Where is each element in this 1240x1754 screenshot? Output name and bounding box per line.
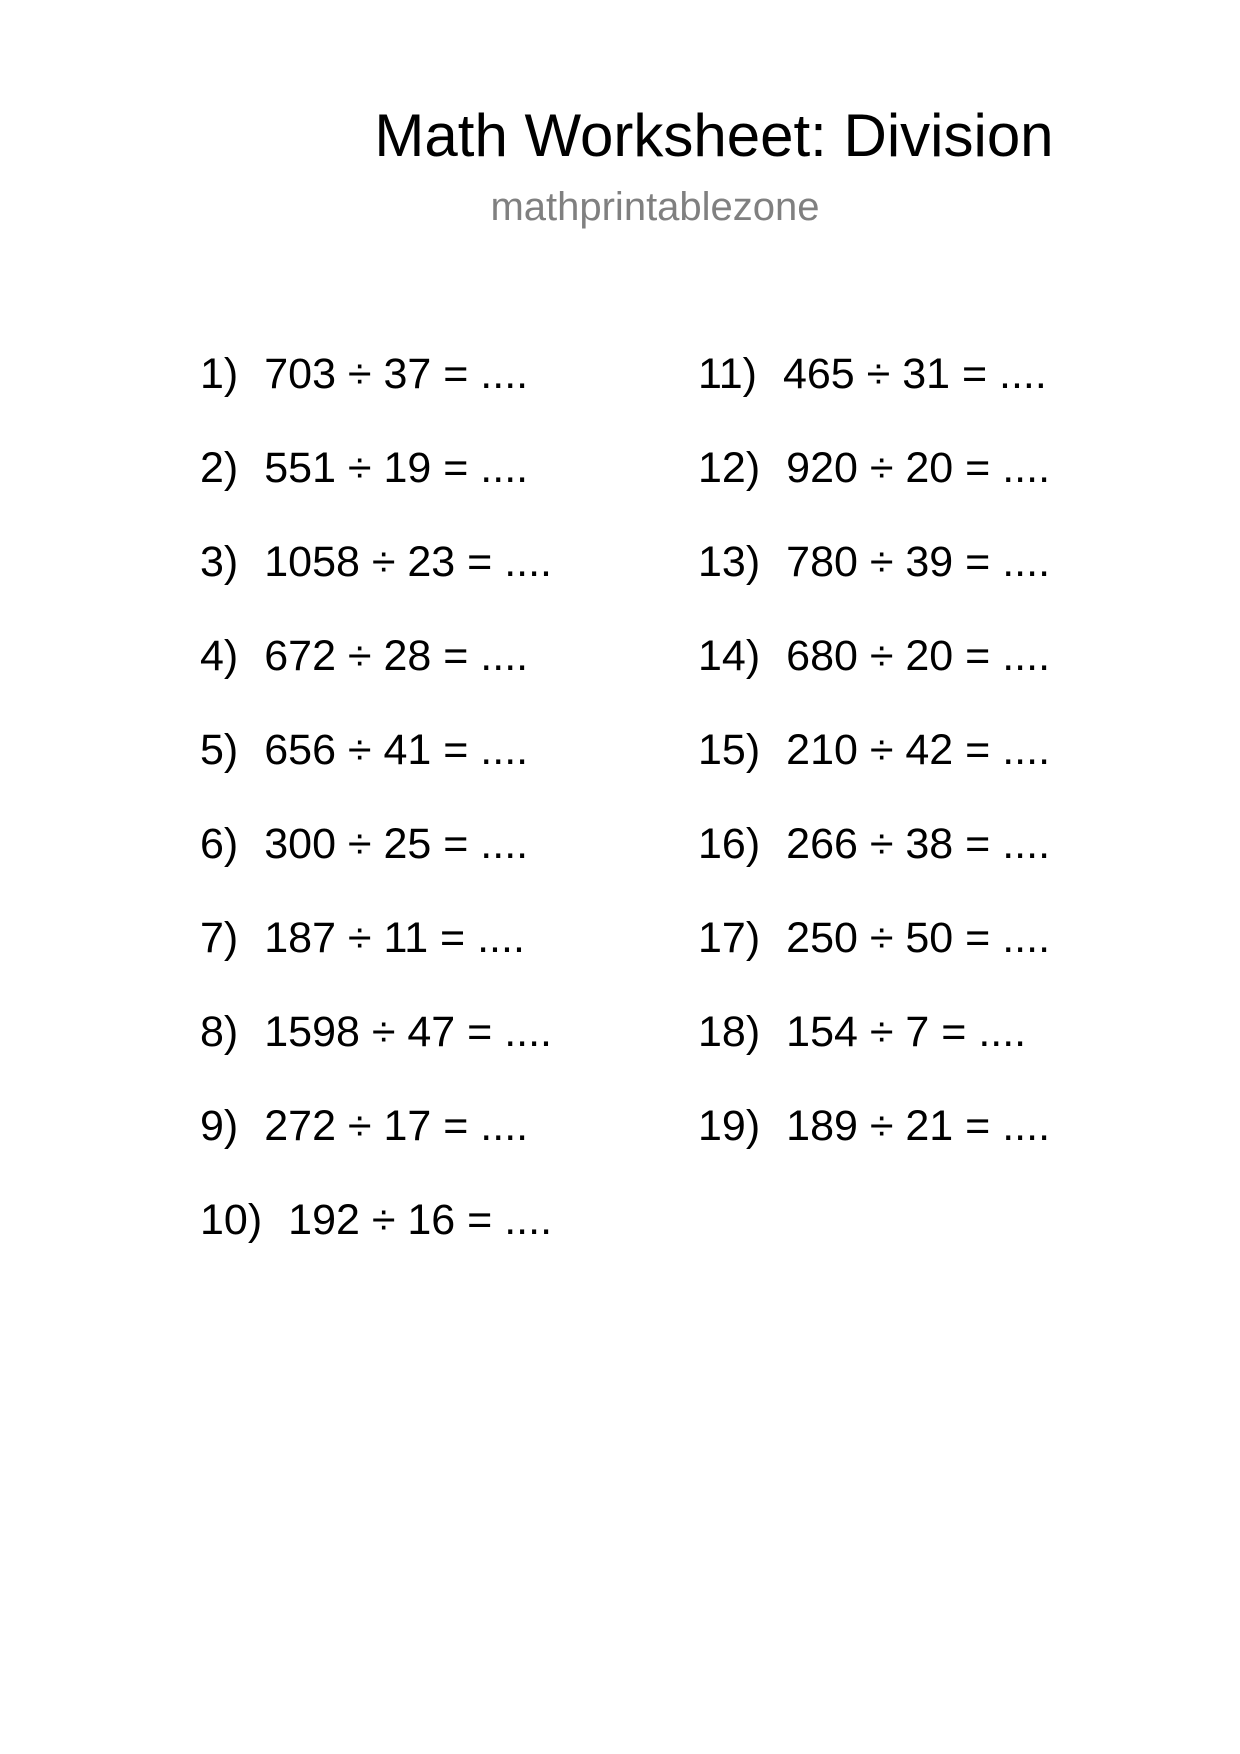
page-subtitle: mathprintablezone [490,185,820,229]
problem-item [200,536,552,630]
problem-column-left [200,348,552,1288]
problem-number: 13) [698,538,761,586]
problem-item [698,348,1050,442]
problem-number: 19) [698,1102,761,1150]
problem-number: 10) [200,1196,263,1244]
problem-item [200,348,552,442]
problem-expression: 680 ÷ 20 = .... [786,632,1051,680]
problem-item [698,442,1050,536]
problem-expression: 1058 ÷ 23 = .... [264,538,553,586]
problem-item [200,442,552,536]
problem-item [698,1006,1050,1100]
problem-number: 7) [200,914,239,962]
problem-expression: 250 ÷ 50 = .... [786,914,1051,962]
problem-item [200,1100,552,1194]
problem-number: 14) [698,632,761,680]
problem-number: 3) [200,538,239,586]
problem-expression: 300 ÷ 25 = .... [264,820,529,868]
problem-number: 16) [698,820,761,868]
problem-item [200,630,552,724]
problem-number: 17) [698,914,761,962]
page-title: Math Worksheet: Division [374,102,1054,169]
problem-number: 5) [200,726,239,774]
problem-number: 15) [698,726,761,774]
problem-number: 8) [200,1008,239,1056]
problem-item [698,912,1050,1006]
problem-item [200,724,552,818]
problem-item [698,630,1050,724]
problem-expression: 154 ÷ 7 = .... [786,1008,1027,1056]
problem-expression: 272 ÷ 17 = .... [264,1102,529,1150]
problem-number: 12) [698,444,761,492]
problem-expression: 551 ÷ 19 = .... [264,444,529,492]
problem-item [200,1194,552,1288]
problem-item [200,818,552,912]
problem-item [698,1100,1050,1194]
problem-number: 1) [200,350,239,398]
problem-expression: 672 ÷ 28 = .... [264,632,529,680]
problem-item [200,1006,552,1100]
problem-expression: 189 ÷ 21 = .... [786,1102,1051,1150]
problem-number: 2) [200,444,239,492]
problem-item [698,536,1050,630]
problem-item [200,912,552,1006]
problem-expression: 780 ÷ 39 = .... [786,538,1051,586]
problem-item [698,724,1050,818]
problem-number: 18) [698,1008,761,1056]
problem-expression: 266 ÷ 38 = .... [786,820,1051,868]
problem-expression: 920 ÷ 20 = .... [786,444,1051,492]
problem-expression: 656 ÷ 41 = .... [264,726,529,774]
problem-number: 4) [200,632,239,680]
problem-expression: 192 ÷ 16 = .... [288,1196,553,1244]
problem-expression: 187 ÷ 11 = .... [264,914,525,962]
problem-number: 9) [200,1102,239,1150]
problem-expression: 1598 ÷ 47 = .... [264,1008,553,1056]
problem-number: 6) [200,820,239,868]
problem-expression: 703 ÷ 37 = .... [264,350,529,398]
problem-item [698,818,1050,912]
problem-column-right [698,348,1050,1194]
problem-expression: 465 ÷ 31 = .... [782,350,1047,398]
problem-number: 11) [698,350,757,398]
problem-expression: 210 ÷ 42 = .... [786,726,1051,774]
